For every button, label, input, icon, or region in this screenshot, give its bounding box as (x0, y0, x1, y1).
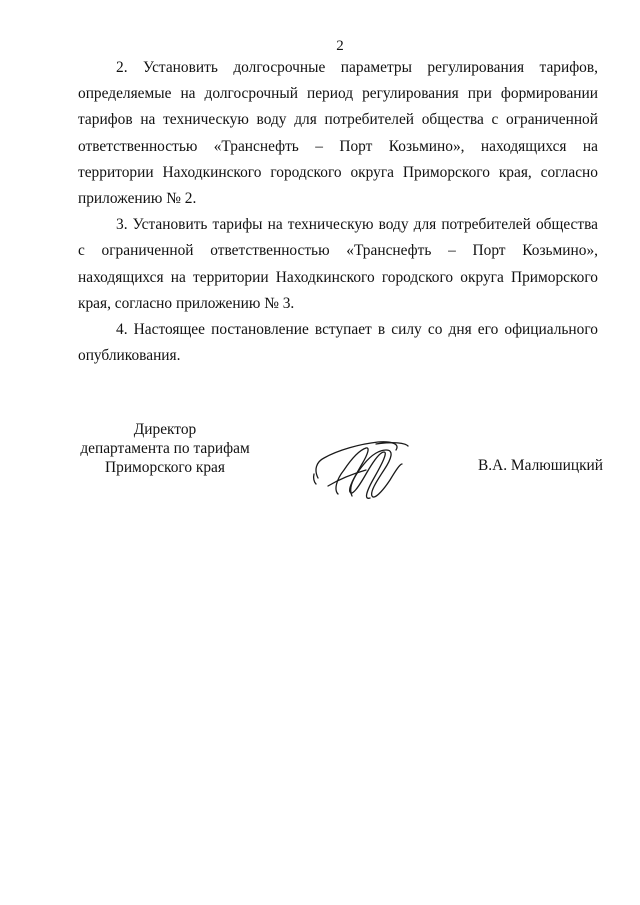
signatory-name: В.А. Малюшицкий (478, 457, 604, 474)
signature-block (0, 420, 640, 500)
handwritten-signature (308, 430, 418, 510)
signatory-title-line: Приморского края (105, 459, 225, 476)
paragraph-2: 2. Установить долгосрочные параметры регулирования тарифов, определяемые на долгосрочный период регулирования при формировании тарифов на техническую воду для потребителей общества с ограниченной ответственностью «Транснефть – Порт Козьмино», находящихся на территории Находкинского городского округа Приморского края, согласно приложению № 2. (78, 59, 598, 208)
signatory-title (70, 420, 260, 477)
paragraph-3: 3. Установить тарифы на техническую воду для потребителей общества с ограниченной ответственностью «Транснефть – Порт Козьмино», находящихся на территории Находкинского городского округа Приморского края, согласно приложению № 3. (78, 216, 598, 312)
signatory-title-line: департамента по тарифам (80, 440, 250, 457)
signatory-title-line: Директор (133, 421, 197, 438)
paragraph-4: 4. Настоящее постановление вступает в силу со дня его официального опубликования. (78, 321, 598, 365)
document-body (78, 55, 598, 369)
page-number: 2 (336, 38, 344, 54)
